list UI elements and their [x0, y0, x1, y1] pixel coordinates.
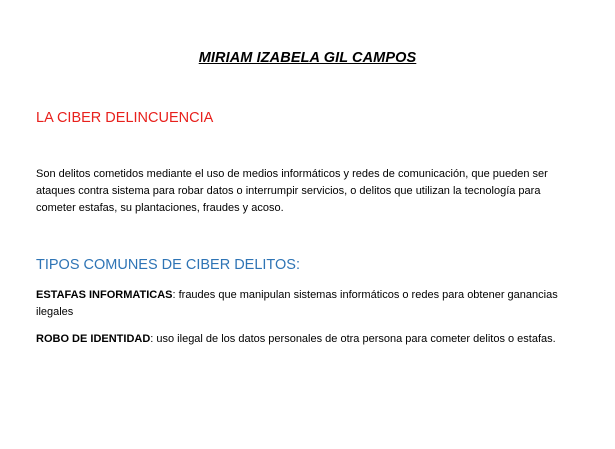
author-name: MIRIAM IZABELA GIL CAMPOS: [198, 50, 417, 66]
section-heading-types: TIPOS COMUNES DE CIBER DELITOS:: [36, 257, 301, 273]
list-item: [36, 331, 581, 348]
intro-paragraph: Son delitos cometidos mediante el uso de medios informáticos y redes de comunicación, que pueden ser ataques contra sistema para robar datos o interrumpir servicios, o delitos que utilizan la tecnología para cometer estafas, su plantaciones, fraudes y acoso.: [36, 168, 548, 214]
item-term: ESTAFAS INFORMATICAS: [36, 289, 173, 301]
item-term: ROBO DE IDENTIDAD: [36, 333, 151, 345]
list-item: [36, 287, 581, 321]
item-description: : fraudes que manipulan sistemas informáticos o redes para obtener ganancias ilegales: [36, 289, 558, 318]
item-description: : uso ilegal de los datos personales de otra persona para cometer delitos o estafas.: [150, 333, 556, 345]
section-heading-cybercrime: LA CIBER DELINCUENCIA: [36, 110, 214, 126]
